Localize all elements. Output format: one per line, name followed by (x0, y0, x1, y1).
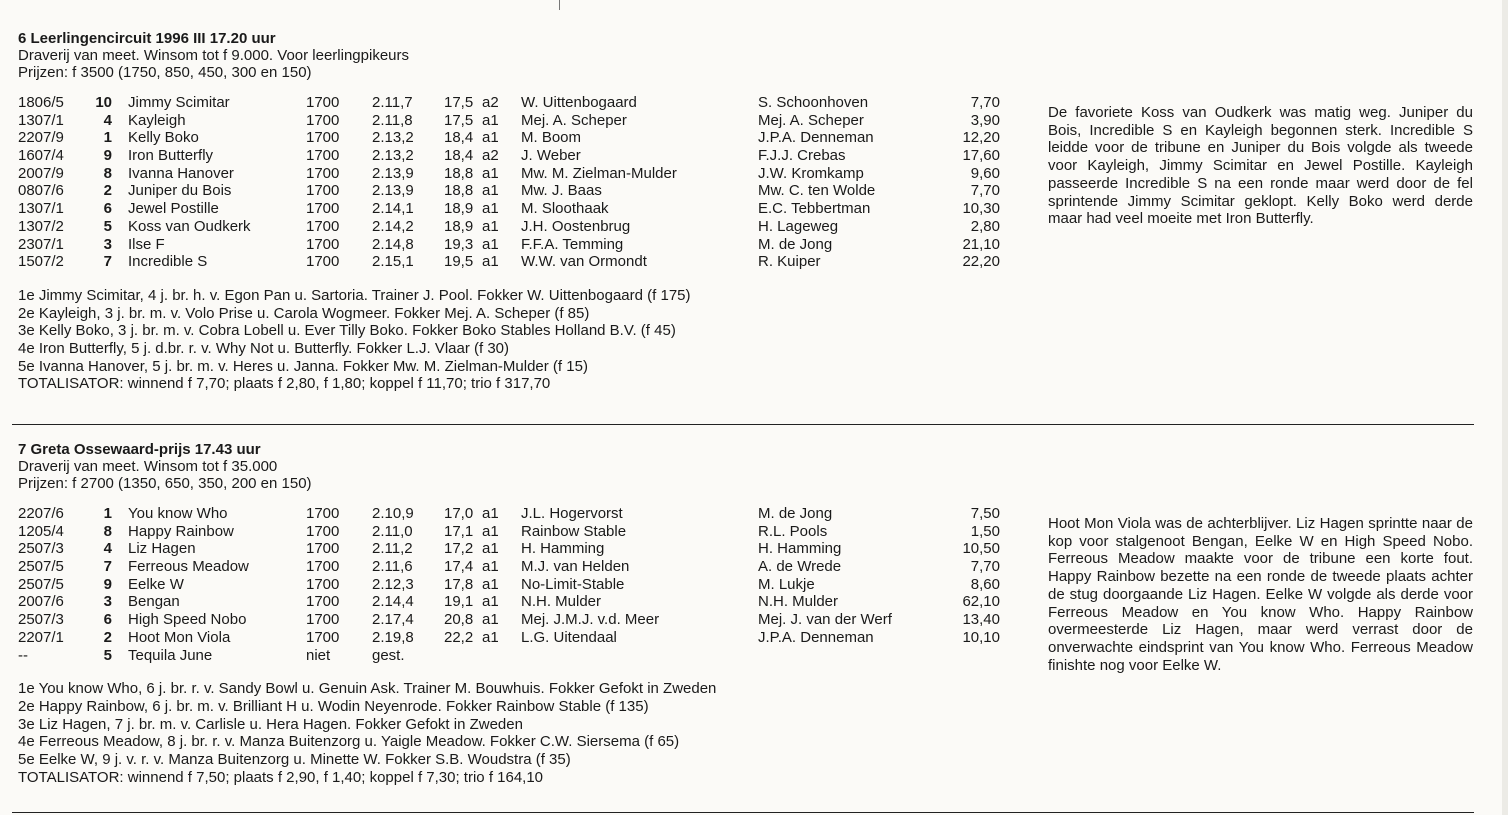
result-start: a1 (482, 129, 499, 147)
result-trainer: Mej. A. Scheper (758, 111, 864, 129)
result-code: 1507/2 (18, 253, 64, 271)
result-odds: 12,20 (962, 129, 1000, 147)
result-jockey: H. Hamming (521, 540, 605, 558)
placing-line: 4e Ferreous Meadow, 8 j. br. r. v. Manza Buitenzorg u. Yaigle Meadow. Fokker C.W. Siersema (f 65) (18, 733, 680, 751)
result-num: 9 (103, 575, 112, 593)
result-trainer: A. de Wrede (758, 558, 842, 576)
result-time: 2.14,1 (372, 200, 414, 218)
result-start: a1 (482, 611, 499, 629)
result-km: 19,1 (444, 593, 474, 611)
result-time: 2.14,8 (372, 235, 414, 253)
result-row (18, 253, 1488, 271)
result-dist: 1700 (306, 111, 340, 129)
result-time: 2.13,9 (372, 164, 414, 182)
result-horse: Koss van Oudkerk (128, 217, 251, 235)
result-dist: 1700 (306, 575, 340, 593)
result-trainer: S. Schoonhoven (758, 94, 869, 111)
result-km: 17,2 (444, 540, 474, 558)
result-trainer: Mej. J. van der Werf (758, 611, 892, 629)
placings-list (18, 287, 1488, 393)
result-code: 1307/2 (18, 217, 64, 235)
placing-line: 5e Eelke W, 9 j. v. r. v. Manza Buitenzorg u. Minette W. Fokker S.B. Woudstra (f 35) (18, 751, 571, 768)
result-start: a1 (482, 164, 499, 182)
result-code: 2507/3 (18, 540, 64, 558)
scan-mark (559, 0, 560, 10)
result-row (18, 236, 1488, 254)
result-km: 20,8 (444, 611, 474, 629)
result-dist: niet (306, 646, 331, 664)
result-time: 2.10,9 (372, 505, 414, 522)
result-trainer: J.P.A. Denneman (758, 628, 874, 646)
result-start: a1 (482, 522, 499, 540)
result-odds: 7,50 (970, 505, 1000, 522)
result-km: 19,3 (444, 235, 474, 253)
result-km: 18,4 (444, 147, 474, 165)
result-dist: 1700 (306, 611, 340, 629)
result-code: 2307/1 (18, 235, 64, 253)
result-num: 2 (103, 628, 112, 646)
result-odds: 7,70 (970, 558, 1000, 576)
placing-line: 1e Jimmy Scimitar, 4 j. br. h. v. Egon Pan u. Sartoria. Trainer J. Pool. Fokker W. Uittenbogaard (f 175) (18, 286, 691, 304)
result-num: 7 (103, 253, 112, 271)
placing-line: 3e Liz Hagen, 7 j. br. m. v. Carlisle u. Hera Hagen. Fokker Gefokt in Zweden (18, 715, 523, 733)
result-code: 1607/4 (18, 147, 64, 165)
result-time: 2.11,2 (372, 540, 413, 558)
result-horse: Incredible S (128, 253, 208, 271)
result-dist: 1700 (306, 540, 340, 558)
result-start: a1 (482, 235, 499, 253)
result-num: 3 (103, 235, 112, 253)
result-horse: Ilse F (128, 235, 165, 253)
result-km: 18,8 (444, 164, 474, 182)
result-time: 2.11,8 (372, 111, 413, 129)
result-km: 18,4 (444, 129, 474, 147)
result-dist: 1700 (306, 217, 340, 235)
result-odds: 7,70 (970, 182, 1000, 200)
result-horse: Happy Rainbow (128, 522, 234, 540)
result-dist: 1700 (306, 200, 340, 218)
result-num: 1 (103, 505, 112, 522)
result-jockey: Mej. A. Scheper (521, 111, 627, 129)
result-trainer: J.W. Kromkamp (758, 164, 864, 182)
result-time: 2.13,2 (372, 129, 414, 147)
placing-line: 4e Iron Butterfly, 5 j. d.br. r. v. Why Not u. Butterfly. Fokker L.J. Vlaar (f 30) (18, 339, 510, 357)
result-code: 2207/6 (18, 505, 64, 522)
result-num: 5 (103, 217, 112, 235)
result-odds: 10,50 (962, 540, 1000, 558)
result-horse: Iron Butterfly (128, 147, 214, 165)
race-prizes: Prijzen: f 2700 (1350, 650, 350, 200 en 150) (18, 475, 312, 492)
result-start: a1 (482, 253, 499, 271)
race-title: 7 Greta Ossewaard-prijs 17.43 uur (18, 441, 261, 458)
result-code: 2007/6 (18, 593, 64, 611)
result-code: 2507/5 (18, 558, 64, 576)
result-num: 4 (103, 540, 112, 558)
result-km: 17,1 (444, 522, 474, 540)
result-dist: 1700 (306, 593, 340, 611)
result-horse: Bengan (128, 593, 180, 611)
result-trainer: M. Lukje (758, 575, 815, 593)
result-odds: 17,60 (962, 147, 1000, 165)
result-odds: 2,80 (970, 217, 1000, 235)
result-km: 22,2 (444, 628, 474, 646)
result-jockey: M. Boom (521, 129, 582, 147)
result-time: 2.14,4 (372, 593, 414, 611)
result-jockey: N.H. Mulder (521, 593, 602, 611)
result-trainer: H. Lageweg (758, 217, 839, 235)
result-num: 7 (103, 558, 112, 576)
result-trainer: M. de Jong (758, 235, 833, 253)
placing-line: 3e Kelly Boko, 3 j. br. m. v. Cobra Lobell u. Ever Tilly Boko. Fokker Boko Stables Holland B.V. (f 45) (18, 322, 676, 340)
result-km: 18,8 (444, 182, 474, 200)
result-horse: Ferreous Meadow (128, 558, 249, 576)
result-odds: 21,10 (962, 235, 1000, 253)
result-trainer: N.H. Mulder (758, 593, 839, 611)
result-num: 2 (103, 182, 112, 200)
result-time: gest. (372, 646, 405, 664)
result-num: 3 (103, 593, 112, 611)
result-trainer: R.L. Pools (758, 522, 828, 540)
section-divider (12, 812, 1474, 813)
result-horse: Eelke W (128, 575, 184, 593)
result-dist: 1700 (306, 164, 340, 182)
result-code: 2207/9 (18, 129, 64, 147)
result-num: 9 (103, 147, 112, 165)
result-jockey: L.G. Uitendaal (521, 628, 617, 646)
result-start: a1 (482, 628, 499, 646)
result-start: a1 (482, 182, 499, 200)
result-start: a1 (482, 593, 499, 611)
result-time: 2.11,7 (372, 94, 413, 111)
result-horse: High Speed Nobo (128, 611, 247, 629)
result-dist: 1700 (306, 558, 340, 576)
result-time: 2.17,4 (372, 611, 414, 629)
result-jockey: No-Limit-Stable (521, 575, 625, 593)
result-jockey: J. Weber (521, 147, 581, 165)
result-trainer: H. Hamming (758, 540, 842, 558)
result-num: 4 (103, 111, 112, 129)
result-start: a1 (482, 540, 499, 558)
result-horse: Liz Hagen (128, 540, 196, 558)
result-odds: 3,90 (970, 111, 1000, 129)
result-time: 2.13,2 (372, 147, 414, 165)
race-comment: Hoot Mon Viola was de achterblijver. Liz Hagen sprintte naar de kop voor stalgenoot Bengan, Eelke W en High Speed Nobo. Ferreous Meadow maakte voor de tribune een korte fout. Happy Rainbow bezette na een ronde de tweede plaats achter de stug doorgaande Liz Hagen. Eelke W volgde als derde voor Ferreous Meadow en You know Who. Happy Rainbow overmeesterde Liz Hagen, maar werd verrast door de onverwachte eindsprint van You know Who. Ferreous Meadow finishte nog voor Eelke W. (1048, 515, 1473, 674)
result-code: 1307/1 (18, 200, 64, 218)
totalisator-line: TOTALISATOR: winnend f 7,70; plaats f 2,80, f 1,80; koppel f 11,70; trio f 317,70 (18, 375, 551, 393)
race-comment: De favoriete Koss van Oudkerk was matig weg. Juniper du Bois, Incredible S en Kayleigh begonnen sterk. Incredible S leidde voor de tribune en Juniper du Bois volgde als tweede voor Kayleigh, Jimmy Scimitar en Jewel Postille. Kayleigh passeerde Incredible S na een ronde maar werd door de fel sprintende Jimmy Scimitar geklopt. Kelly Boko werd derde maar had veel moeite met Iron Butterfly. (1048, 104, 1473, 228)
result-odds: 7,70 (970, 94, 1000, 111)
result-dist: 1700 (306, 129, 340, 147)
result-start: a2 (482, 147, 499, 165)
result-dist: 1700 (306, 253, 340, 271)
result-num: 5 (103, 646, 112, 664)
result-start: a1 (482, 575, 499, 593)
placings-list (18, 680, 1488, 786)
result-odds: 62,10 (962, 593, 1000, 611)
result-time: 2.13,9 (372, 182, 414, 200)
result-horse: Jimmy Scimitar (128, 94, 230, 111)
result-start: a1 (482, 111, 499, 129)
race-prizes: Prijzen: f 3500 (1750, 850, 450, 300 en 150) (18, 64, 312, 81)
race-title: 6 Leerlingencircuit 1996 III 17.20 uur (18, 30, 276, 47)
result-jockey: Rainbow Stable (521, 522, 627, 540)
result-time: 2.15,1 (372, 253, 414, 271)
result-dist: 1700 (306, 147, 340, 165)
result-odds: 8,60 (970, 575, 1000, 593)
result-jockey: M. Sloothaak (521, 200, 609, 218)
placing-line: 5e Ivanna Hanover, 5 j. br. m. v. Heres u. Janna. Fokker Mw. M. Zielman-Mulder (f 15) (18, 357, 588, 375)
result-horse: Juniper du Bois (128, 182, 232, 200)
race-6-section (18, 30, 1488, 393)
result-jockey: Mej. J.M.J. v.d. Meer (521, 611, 660, 629)
result-num: 6 (103, 200, 112, 218)
result-time: 2.11,6 (372, 558, 413, 576)
result-jockey: Mw. J. Baas (521, 182, 602, 200)
result-horse: Hoot Mon Viola (128, 628, 231, 646)
result-horse: Kelly Boko (128, 129, 199, 147)
result-num: 1 (103, 129, 112, 147)
result-code: 2007/9 (18, 164, 64, 182)
result-time: 2.19,8 (372, 628, 414, 646)
result-start: a1 (482, 505, 499, 522)
result-dist: 1700 (306, 522, 340, 540)
race-conditions: Draverij van meet. Winsom tot f 9.000. Voor leerlingpikeurs (18, 47, 410, 64)
page-edge (1502, 0, 1508, 815)
result-km: 17,4 (444, 558, 474, 576)
result-trainer: M. de Jong (758, 505, 833, 522)
placing-line: 2e Happy Rainbow, 6 j. br. m. v. Brilliant H u. Wodin Neyenrode. Fokker Rainbow Stable (f 135) (18, 697, 649, 715)
result-jockey: J.H. Oostenbrug (521, 217, 631, 235)
race-7-section (18, 441, 1488, 786)
result-jockey: F.F.A. Temming (521, 235, 624, 253)
result-jockey: J.L. Hogervorst (521, 505, 623, 522)
result-code: 1205/4 (18, 522, 64, 540)
result-start: a1 (482, 200, 499, 218)
result-km: 19,5 (444, 253, 474, 271)
result-jockey: M.J. van Helden (521, 558, 630, 576)
result-num: 10 (95, 94, 112, 111)
totalisator-line: TOTALISATOR: winnend f 7,50; plaats f 2,90, f 1,40; koppel f 7,30; trio f 164,10 (18, 768, 544, 786)
result-num: 8 (103, 522, 112, 540)
result-code: 1307/1 (18, 111, 64, 129)
result-dist: 1700 (306, 235, 340, 253)
result-horse: You know Who (128, 505, 228, 522)
result-jockey: W. Uittenbogaard (521, 94, 637, 111)
result-trainer: R. Kuiper (758, 253, 821, 271)
placing-line: 2e Kayleigh, 3 j. br. m. v. Volo Prise u. Carola Wogmeer. Fokker Mej. A. Scheper (f 85) (18, 304, 590, 322)
result-trainer: E.C. Tebbertman (758, 200, 871, 218)
result-code: 2207/1 (18, 628, 64, 646)
result-km: 17,8 (444, 575, 474, 593)
result-km: 17,5 (444, 94, 474, 111)
result-start: a1 (482, 217, 499, 235)
result-dist: 1700 (306, 182, 340, 200)
result-km: 18,9 (444, 217, 474, 235)
result-km: 17,0 (444, 505, 474, 522)
section-divider (12, 424, 1474, 425)
result-num: 6 (103, 611, 112, 629)
result-dist: 1700 (306, 505, 340, 522)
result-horse: Tequila June (128, 646, 213, 664)
result-horse: Jewel Postille (128, 200, 219, 218)
result-dist: 1700 (306, 628, 340, 646)
result-horse: Ivanna Hanover (128, 164, 234, 182)
result-jockey: W.W. van Ormondt (521, 253, 647, 271)
result-num: 8 (103, 164, 112, 182)
result-odds: 10,10 (962, 628, 1000, 646)
result-time: 2.12,3 (372, 575, 414, 593)
placing-line: 1e You know Who, 6 j. br. r. v. Sandy Bowl u. Genuin Ask. Trainer M. Bouwhuis. Fokker Gefokt in Zweden (18, 680, 717, 698)
result-time: 2.11,0 (372, 522, 413, 540)
result-dist: 1700 (306, 94, 340, 111)
result-odds: 9,60 (970, 164, 1000, 182)
result-odds: 10,30 (962, 200, 1000, 218)
result-odds: 22,20 (962, 253, 1000, 271)
result-km: 18,9 (444, 200, 474, 218)
result-trainer: F.J.J. Crebas (758, 147, 846, 165)
result-code: 1806/5 (18, 94, 64, 111)
race-conditions: Draverij van meet. Winsom tot f 35.000 (18, 458, 278, 475)
result-start: a1 (482, 558, 499, 576)
result-trainer: J.P.A. Denneman (758, 129, 874, 147)
result-start: a2 (482, 94, 499, 111)
result-code: -- (18, 646, 28, 664)
result-horse: Kayleigh (128, 111, 186, 129)
result-trainer: Mw. C. ten Wolde (758, 182, 876, 200)
result-time: 2.14,2 (372, 217, 414, 235)
result-km: 17,5 (444, 111, 474, 129)
result-code: 0807/6 (18, 182, 64, 200)
result-code: 2507/3 (18, 611, 64, 629)
result-odds: 13,40 (962, 611, 1000, 629)
result-code: 2507/5 (18, 575, 64, 593)
result-jockey: Mw. M. Zielman-Mulder (521, 164, 677, 182)
result-odds: 1,50 (970, 522, 1000, 540)
